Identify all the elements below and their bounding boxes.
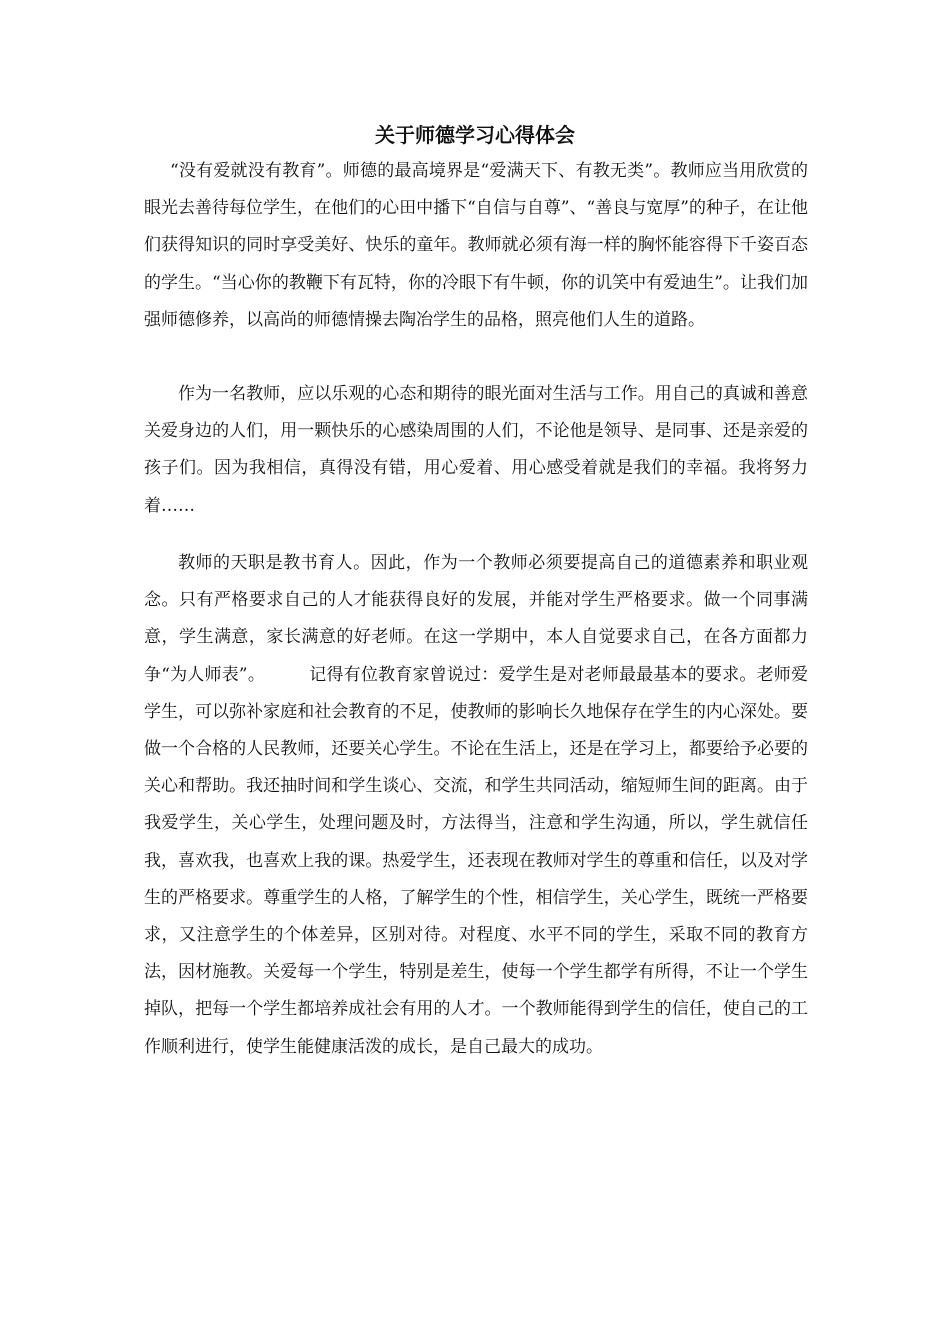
paragraph-3-part-1: 教师的天职是教书育人。因此，作为一个教师必须要提高自己的道德素养和职业观念。只有严格要求自己的人才能获得良好的发展，并能对学生严格要求。做一个同事满意，学生满意，家长满意的好老师。在这一学期中，本人自觉要求自己，在各方面都力争“为人师表”。 [144, 553, 808, 685]
paragraph-3-part-2: 记得有位教育家曾说过：爱学生是对老师最最基本的要求。老师爱学生，可以弥补家庭和社会教育的不足，使教师的影响长久地保存在学生的内心深处。要做一个合格的人民教师，还要关心学生。不论在生活上，还是在学习上，都要给予必要的关心和帮助。我还抽时间和学生谈心、交流，和学生共同活动，缩短师生间的距离。由于我爱学生，关心学生，处理问题及时，方法得当，注意和学生沟通，所以，学生就信任我，喜欢我，也喜欢上我的课。热爱学生，还表现在教师对学生的尊重和信任，以及对学生的严格要求。尊重学生的人格，了解学生的个性，相信学生，关心学生，既统一严格要求，又注意学生的个体差异，区别对待。对程度、水平不同的学生，采取不同的教育方法，因材施教。关爱每一个学生，特别是差生，使每一个学生都学有所得，不让一个学生掉队，把每一个学生都培养成社会有用的人才。一个教师能得到学生的信任，使自己的工作顺利进行，使学生能健康活泼的成长，是自己最大的成功。 [144, 664, 808, 1057]
paragraph-2: 作为一名教师，应以乐观的心态和期待的眼光面对生活与工作。用自己的真诚和善意关爱身边的人们，用一颗快乐的心感染周围的人们，不论他是领导、是同事、还是亲爱的孩子们。因为我相信，真得没有错，用心爱着、用心感受着就是我们的幸福。我将努力着…… [144, 384, 808, 516]
paragraph-3 [144, 545, 808, 1066]
paragraph-1: “没有爱就没有教育”。师德的最高境界是“爱满天下、有教无类”。教师应当用欣赏的眼光去善待每位学生，在他们的心田中播下“自信与自尊”、“善良与宽厚”的种子，在让他们获得知识的同时享受美好、快乐的童年。教师就必须有海一样的胸怀能容得下千姿百态的学生。“当心你的教鞭下有瓦特，你的冷眼下有牛顿，你的讥笑中有爱迪生”。让我们加强师德修养，以高尚的师德情操去陶冶学生的品格，照亮他们人生的道路。 [144, 161, 808, 330]
document-title: 关于师德学习心得体会 [375, 123, 575, 147]
